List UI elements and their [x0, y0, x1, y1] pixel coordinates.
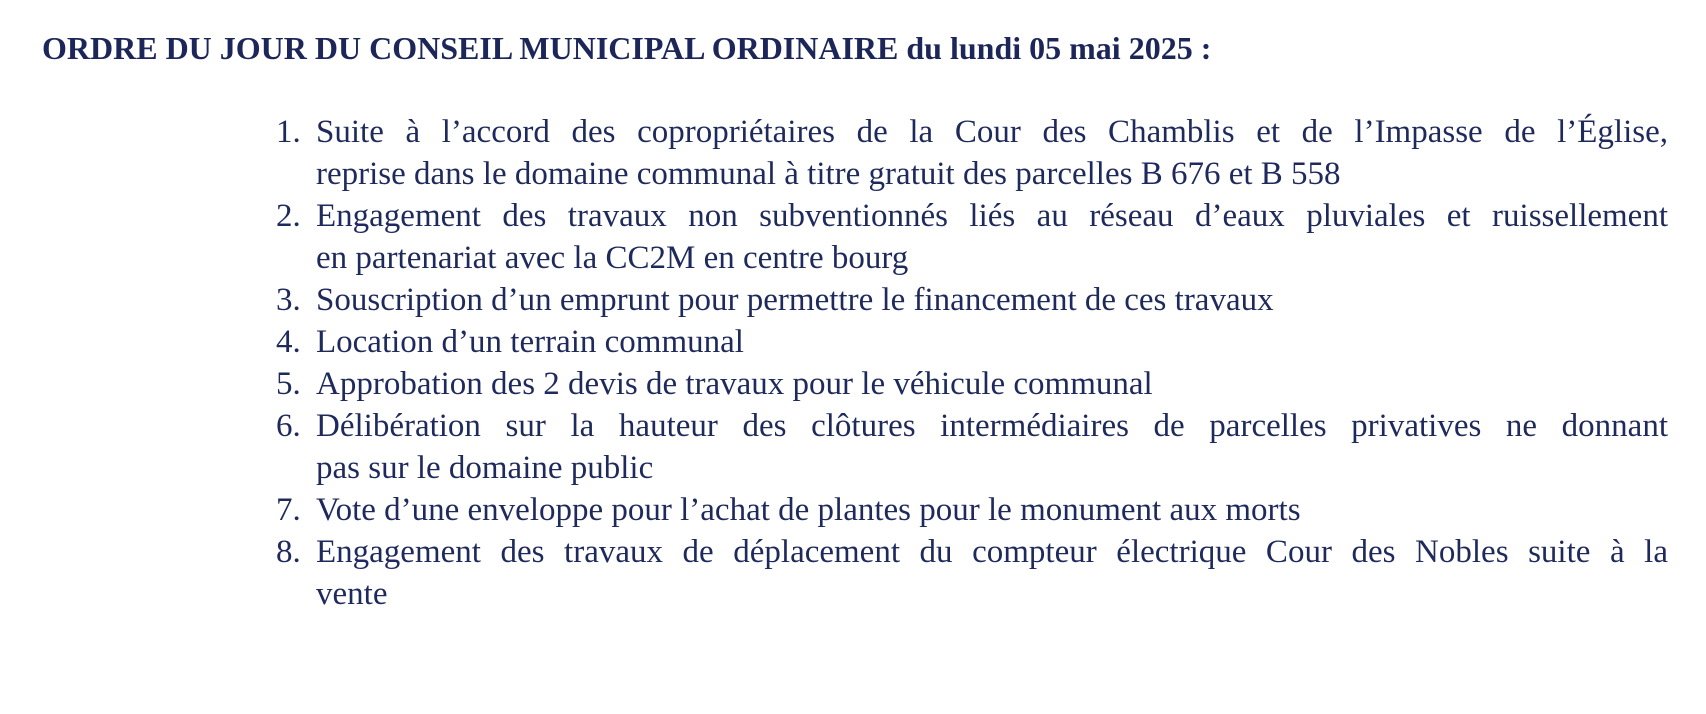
agenda-text-line: Location d’un terrain communal [316, 324, 744, 360]
agenda-text-line: Engagement des travaux de déplacement du compteur électrique Cour des Nobles suite à la [316, 534, 1668, 570]
agenda-item-4 [238, 321, 1668, 363]
agenda-number: 7. [276, 492, 301, 528]
agenda-text-line: Suite à l’accord des copropriétaires de la Cour des Chamblis et de l’Impasse de l’Église, [316, 114, 1668, 150]
agenda-item-1 [238, 111, 1668, 195]
page-title: ORDRE DU JOUR DU CONSEIL MUNICIPAL ORDINAIRE du lundi 05 mai 2025 : [42, 30, 1212, 66]
agenda-text-line: Approbation des 2 devis de travaux pour le véhicule communal [316, 366, 1153, 402]
agenda-number: 8. [276, 534, 301, 570]
agenda-number: 6. [276, 408, 301, 444]
agenda-number: 1. [276, 114, 301, 150]
agenda-item-2 [238, 195, 1668, 279]
agenda-number: 2. [276, 198, 301, 234]
agenda-item-3 [238, 279, 1668, 321]
agenda-number: 3. [276, 282, 301, 318]
agenda-text-line: pas sur le domaine public [316, 450, 654, 486]
agenda-item-8 [238, 531, 1668, 615]
agenda-item-7 [238, 489, 1668, 531]
agenda-list [238, 111, 1668, 615]
agenda-text-line: Vote d’une enveloppe pour l’achat de plantes pour le monument aux morts [316, 492, 1301, 528]
agenda-text-line: vente [316, 576, 388, 612]
agenda-text-line: Souscription d’un emprunt pour permettre le financement de ces travaux [316, 282, 1274, 318]
agenda-text-line: Engagement des travaux non subventionnés liés au réseau d’eaux pluviales et ruissellement [316, 198, 1668, 234]
agenda-item-5 [238, 363, 1668, 405]
agenda-text-line: Délibération sur la hauteur des clôtures intermédiaires de parcelles privatives ne donnant [316, 408, 1668, 444]
agenda-number: 5. [276, 366, 301, 402]
agenda-number: 4. [276, 324, 301, 360]
agenda-item-6 [238, 405, 1668, 489]
agenda-text-line: reprise dans le domaine communal à titre gratuit des parcelles B 676 et B 558 [316, 156, 1341, 192]
agenda-text-line: en partenariat avec la CC2M en centre bourg [316, 240, 909, 276]
